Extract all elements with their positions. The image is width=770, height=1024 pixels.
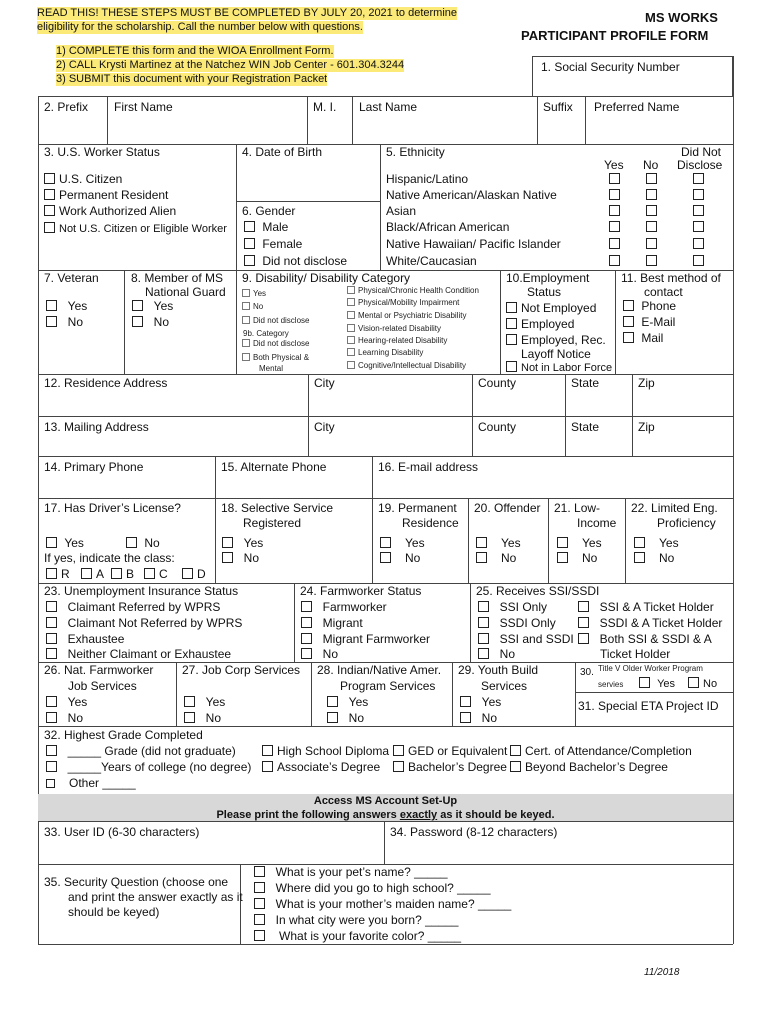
farmworker-option[interactable]: Farmworker <box>301 600 387 615</box>
nfjs-label-2: Job Services <box>68 679 137 693</box>
security-question[interactable]: What is your pet’s name? _____ <box>254 865 448 880</box>
permanent-yes[interactable]: Yes <box>380 536 425 551</box>
ui-status-label: 23. Unemployment Insurance Status <box>44 584 239 598</box>
license-class-a[interactable]: A <box>81 567 104 582</box>
grade-option-other[interactable]: Other _____ <box>46 776 136 791</box>
job-corp-yes[interactable]: Yes <box>184 695 225 710</box>
selective-no[interactable]: No <box>222 551 259 566</box>
ethnicity-label: 5. Ethnicity <box>386 145 445 159</box>
form-date: 11/2018 <box>644 967 680 978</box>
farmworker-option[interactable]: Migrant Farmworker <box>301 632 430 647</box>
guard-label-1: 8. Member of MS <box>131 271 224 285</box>
ssi-ticket-option[interactable]: SSI & A Ticket Holder <box>578 600 714 615</box>
title-v-no[interactable]: No <box>688 677 717 692</box>
residence-zip: Zip <box>638 376 655 390</box>
ssi-option[interactable]: SSI Only <box>478 600 547 615</box>
userid-label: 33. User ID (6-30 characters) <box>44 825 200 839</box>
ethnicity-checkbox[interactable] <box>609 255 620 266</box>
ethnicity-option: Asian <box>386 204 417 218</box>
gender-male[interactable]: Male <box>244 220 288 235</box>
ethnicity-checkbox[interactable] <box>609 205 620 216</box>
security-label-1: 35. Security Question (choose one <box>44 875 229 889</box>
ui-status-option[interactable]: Claimant Referred by WPRS <box>46 600 220 615</box>
ethnicity-option: White/Caucasian <box>386 254 477 268</box>
native-no[interactable]: No <box>327 711 364 726</box>
offender-no[interactable]: No <box>476 551 516 566</box>
disability-both[interactable]: Both Physical & <box>242 353 309 363</box>
license-class-c[interactable]: C <box>144 567 168 582</box>
grade-assoc[interactable]: Associate’s Degree <box>262 760 380 775</box>
title-v-servies: servies <box>598 680 624 689</box>
ssi-label: 25. Receives SSI/SSDI <box>476 584 600 598</box>
disability-sub-label: 9b. Category <box>243 329 289 338</box>
license-label: 17. Has Driver’s License? <box>44 501 181 515</box>
worker-status-citizen[interactable]: U.S. Citizen <box>44 172 122 187</box>
disability-category[interactable]: Vision-related Disability <box>347 324 441 334</box>
low-income-label-2: Income <box>577 516 617 530</box>
disability-label: 9. Disability/ Disability Category <box>242 271 411 285</box>
ethnicity-checkbox[interactable] <box>693 205 704 216</box>
ethnicity-dnd-col-1: Did Not <box>681 145 722 159</box>
grade-beyond[interactable]: Beyond Bachelor’s Degree <box>510 760 668 775</box>
disability-category[interactable]: Mental or Psychiatric Disability <box>347 311 466 321</box>
permanent-label-1: 19. Permanent <box>378 501 457 515</box>
title-v-label: Title V Older Worker Program <box>598 664 703 673</box>
veteran-yes[interactable]: Yes <box>46 299 87 314</box>
native-label-2: Program Services <box>340 679 436 693</box>
employment-rec[interactable]: Employed, Rec. <box>506 333 606 348</box>
ethnicity-checkbox[interactable] <box>646 238 657 249</box>
dob-label: 4. Date of Birth <box>242 145 323 159</box>
selective-yes[interactable]: Yes <box>222 536 263 551</box>
mailing-county: County <box>478 420 517 434</box>
alternate-phone-label: 15. Alternate Phone <box>221 460 327 474</box>
low-income-yes[interactable]: Yes <box>557 536 602 551</box>
selective-label-1: 18. Selective Service <box>221 501 334 515</box>
farmworker-option[interactable]: No <box>301 647 338 662</box>
ethnicity-checkbox[interactable] <box>693 189 704 200</box>
notice-line-2: eligibility for the scholarship. Call the number below with questions. <box>37 21 363 33</box>
ethnicity-checkbox[interactable] <box>646 205 657 216</box>
low-income-no[interactable]: No <box>557 551 597 566</box>
grade-label: 32. Highest Grade Completed <box>44 728 203 742</box>
step-3: 3) SUBMIT this document with your Registration Packet <box>56 73 328 85</box>
title-v-yes[interactable]: Yes <box>639 677 675 692</box>
youth-build-label-2: Services <box>481 679 528 693</box>
disability-sub-dnd[interactable]: Did not disclose <box>242 339 309 349</box>
worker-status-permanent[interactable]: Permanent Resident <box>44 188 168 203</box>
employment-employed[interactable]: Employed <box>506 317 574 332</box>
ethnicity-option: Hispanic/Latino <box>386 172 469 186</box>
prefix-label: 2. Prefix <box>44 100 89 114</box>
farmworker-label: 24. Farmworker Status <box>300 584 422 598</box>
ssi-option[interactable]: SSDI Only <box>478 616 556 631</box>
disability-category[interactable]: Physical/Chronic Health Condition <box>347 286 479 296</box>
grade-cert[interactable]: Cert. of Attendance/Completion <box>510 744 692 759</box>
disability-category[interactable]: Physical/Mobility Impairment <box>347 298 459 308</box>
ethnicity-no-col: No <box>643 158 659 172</box>
security-question[interactable]: What is your favorite color? _____ <box>254 929 461 944</box>
form-title-line-1: MS WORKS <box>645 10 718 25</box>
worker-status-alien[interactable]: Work Authorized Alien <box>44 204 176 219</box>
ethnicity-checkbox[interactable] <box>609 221 620 232</box>
disability-category[interactable]: Hearing-related Disability <box>347 336 447 346</box>
ui-status-option[interactable]: Claimant Not Referred by WPRS <box>46 616 242 631</box>
license-yes[interactable]: Yes <box>46 536 84 551</box>
ssn-label: 1. Social Security Number <box>541 60 680 74</box>
suffix-label: Suffix <box>543 100 573 114</box>
security-label-3: should be keyed) <box>68 905 160 919</box>
guard-no[interactable]: No <box>132 315 169 330</box>
grade-bach[interactable]: Bachelor’s Degree <box>393 760 507 775</box>
ssi-ticket-option[interactable]: Both SSI & SSDI & A <box>578 632 712 647</box>
worker-status-not-citizen[interactable]: Not U.S. Citizen or Eligible Worker <box>44 222 227 237</box>
guard-label-2: National Guard <box>145 285 226 299</box>
residence-label: 12. Residence Address <box>44 376 168 390</box>
worker-status-label: 3. U.S. Worker Status <box>44 145 160 159</box>
contact-email[interactable]: E-Mail <box>623 315 675 330</box>
youth-build-no[interactable]: No <box>460 711 497 726</box>
disability-both-2: Mental <box>259 364 284 373</box>
ssi-option[interactable]: No <box>478 647 515 662</box>
grade-option-1[interactable]: _____ Grade (did not graduate) <box>46 744 236 759</box>
ethnicity-checkbox[interactable] <box>646 189 657 200</box>
contact-label-1: 11. Best method of <box>621 271 721 285</box>
ethnicity-checkbox[interactable] <box>609 238 620 249</box>
access-title: Access MS Account Set-Up <box>313 795 458 807</box>
lep-label-1: 22. Limited Eng. <box>631 501 718 515</box>
selective-label-2: Registered <box>243 516 302 530</box>
step-1: 1) COMPLETE this form and the WIOA Enrollment Form. <box>56 45 334 57</box>
ethnicity-checkbox[interactable] <box>693 173 704 184</box>
lep-label-2: Proficiency <box>657 516 716 530</box>
security-question[interactable]: Where did you go to high school? _____ <box>254 881 491 896</box>
job-corp-label: 27. Job Corp Services <box>182 663 301 677</box>
security-question[interactable]: What is your mother’s maiden name? _____ <box>254 897 511 912</box>
ssi-ticket-option[interactable]: SSDI & A Ticket Holder <box>578 616 722 631</box>
guard-yes[interactable]: Yes <box>132 299 173 314</box>
contact-phone[interactable]: Phone <box>623 299 676 314</box>
residence-county: County <box>478 376 517 390</box>
ethnicity-option: Native American/Alaskan Native <box>386 188 557 202</box>
lep-yes[interactable]: Yes <box>634 536 679 551</box>
employment-layoff: Layoff Notice <box>521 347 591 361</box>
veteran-no[interactable]: No <box>46 315 83 330</box>
license-class-b[interactable]: B <box>111 567 134 582</box>
farmworker-option[interactable]: Migrant <box>301 616 363 631</box>
mailing-state: State <box>571 420 600 434</box>
access-subtitle: Please print the following answers exactly as it should be keyed. <box>216 809 555 821</box>
primary-phone-label: 14. Primary Phone <box>44 460 144 474</box>
permanent-no[interactable]: No <box>380 551 420 566</box>
disability-no[interactable]: No <box>242 302 263 312</box>
ethnicity-option: Native Hawaiian/ Pacific Islander <box>386 237 561 251</box>
eta-project-label: 31. Special ETA Project ID <box>578 699 719 713</box>
ethnicity-checkbox[interactable] <box>693 221 704 232</box>
step-2: 2) CALL Krysti Martinez at the Natchez WIN Job Center - 601.304.3244 <box>56 59 405 71</box>
nfjs-no[interactable]: No <box>46 711 83 726</box>
title-v-num: 30. <box>580 667 594 678</box>
ethnicity-checkbox[interactable] <box>609 189 620 200</box>
mailing-zip: Zip <box>638 420 655 434</box>
native-label-1: 28. Indian/Native Amer. <box>317 663 442 677</box>
ethnicity-checkbox[interactable] <box>609 173 620 184</box>
password-label: 34. Password (8-12 characters) <box>390 825 558 839</box>
license-no[interactable]: No <box>126 536 160 551</box>
ethnicity-option: Black/African American <box>386 220 510 234</box>
low-income-label-1: 21. Low- <box>554 501 601 515</box>
gender-female[interactable]: Female <box>244 237 302 252</box>
ethnicity-checkbox[interactable] <box>646 173 657 184</box>
gender-dnd[interactable]: Did not disclose <box>244 254 347 269</box>
job-corp-no[interactable]: No <box>184 711 221 726</box>
ethnicity-checkbox[interactable] <box>646 255 657 266</box>
contact-label-2: contact <box>644 285 683 299</box>
ethnicity-checkbox[interactable] <box>646 221 657 232</box>
employment-label-2: Status <box>527 285 562 299</box>
first-name-label: First Name <box>114 100 173 114</box>
last-name-label: Last Name <box>359 100 418 114</box>
license-ifyes: If yes, indicate the class: <box>44 551 175 565</box>
youth-build-label-1: 29. Youth Build <box>458 663 539 677</box>
employment-not-employed[interactable]: Not Employed <box>506 301 596 316</box>
ssi-ticket-tail: Ticket Holder <box>600 647 671 661</box>
email-label: 16. E-mail address <box>378 460 479 474</box>
ui-status-option[interactable]: Neither Claimant or Exhaustee <box>46 647 231 662</box>
residence-state: State <box>571 376 600 390</box>
ethnicity-yes-col: Yes <box>604 158 624 172</box>
veteran-label: 7. Veteran <box>44 271 99 285</box>
mi-label: M. I. <box>313 100 337 114</box>
ethnicity-checkbox[interactable] <box>693 255 704 266</box>
disability-category[interactable]: Learning Disability <box>347 348 423 358</box>
license-class-d[interactable]: D <box>182 567 206 582</box>
employment-label-1: 10.Employment <box>506 271 590 285</box>
grade-option-2[interactable]: _____Years of college (no degree) <box>46 760 251 775</box>
grade-hs[interactable]: High School Diploma <box>262 744 389 759</box>
permanent-label-2: Residence <box>402 516 459 530</box>
grade-ged[interactable]: GED or Equivalent <box>393 744 507 759</box>
offender-yes[interactable]: Yes <box>476 536 521 551</box>
lep-no[interactable]: No <box>634 551 674 566</box>
gender-label: 6. Gender <box>242 204 296 218</box>
mailing-label: 13. Mailing Address <box>44 420 149 434</box>
mailing-city: City <box>314 420 335 434</box>
ssi-option[interactable]: SSI and SSDI <box>478 632 574 647</box>
residence-city: City <box>314 376 335 390</box>
ethnicity-dnd-col-2: Disclose <box>677 158 723 172</box>
employment-nilf[interactable]: Not in Labor Force <box>506 361 612 376</box>
license-class-r[interactable]: R <box>46 567 70 582</box>
offender-label: 20. Offender <box>474 501 541 515</box>
security-question[interactable]: In what city were you born? _____ <box>254 913 458 928</box>
form-title-line-2: PARTICIPANT PROFILE FORM <box>521 28 709 43</box>
nfjs-yes[interactable]: Yes <box>46 695 87 710</box>
native-yes[interactable]: Yes <box>327 695 368 710</box>
notice-line-1: READ THIS! THESE STEPS MUST BE COMPLETED BY JULY 20, 2021 to determine <box>37 7 457 19</box>
nfjs-label-1: 26. Nat. Farmworker <box>44 663 154 677</box>
ui-status-option[interactable]: Exhaustee <box>46 632 124 647</box>
youth-build-yes[interactable]: Yes <box>460 695 501 710</box>
disability-category[interactable]: Cognitive/Intellectual Disability <box>347 361 466 371</box>
ethnicity-checkbox[interactable] <box>693 238 704 249</box>
disability-dnd[interactable]: Did not disclose <box>242 316 309 326</box>
disability-yes[interactable]: Yes <box>242 289 266 299</box>
contact-mail[interactable]: Mail <box>623 331 663 346</box>
preferred-name-label: Preferred Name <box>594 100 680 114</box>
security-label-2: and print the answer exactly as it <box>68 890 243 904</box>
